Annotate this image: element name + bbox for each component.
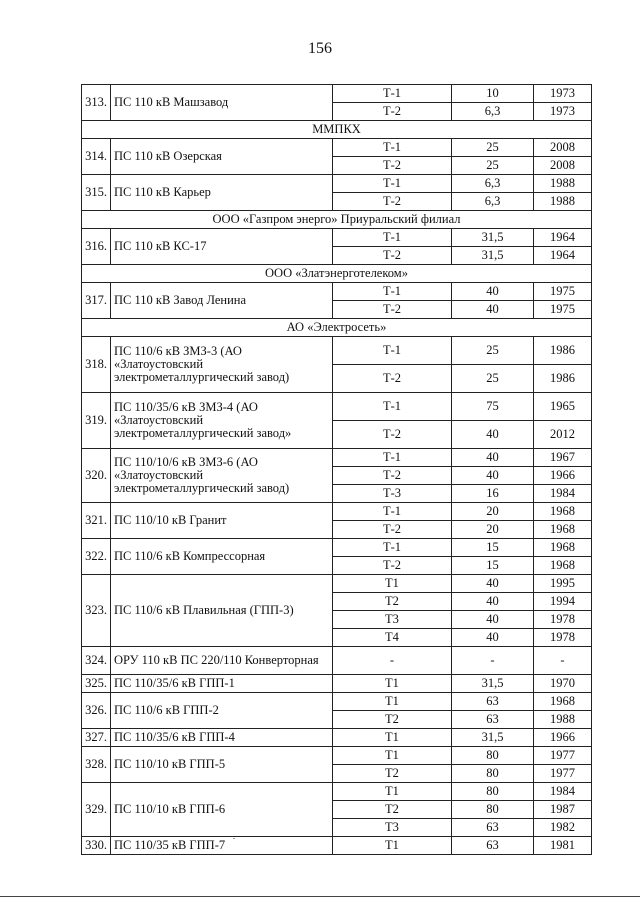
transformer-id: Т1 (333, 837, 452, 855)
transformer-id: Т-1 (333, 337, 452, 365)
transformer-capacity: 80 (452, 747, 534, 765)
commission-year: 1988 (534, 175, 592, 193)
transformer-id: Т-2 (333, 557, 452, 575)
commission-year: 1968 (534, 557, 592, 575)
commission-year: 1975 (534, 301, 592, 319)
commission-year: 1984 (534, 485, 592, 503)
commission-year: 1988 (534, 193, 592, 211)
transformer-id: Т1 (333, 747, 452, 765)
transformer-id: Т-3 (333, 485, 452, 503)
section-title: ММПКХ (82, 121, 592, 139)
transformer-capacity: 40 (452, 421, 534, 449)
substation-name: ПС 110 кВ Карьер (111, 175, 333, 211)
transformer-id: Т-2 (333, 103, 452, 121)
transformer-id: Т-1 (333, 503, 452, 521)
commission-year: 1965 (534, 393, 592, 421)
commission-year: 1981 (534, 837, 592, 855)
substation-name: ПС 110/10/6 кВ ЗМЗ-6 (АО «Златоустовский электрометаллургический завод) (111, 449, 333, 503)
transformer-id: Т-2 (333, 467, 452, 485)
transformer-capacity: 15 (452, 539, 534, 557)
transformer-id: Т-1 (333, 393, 452, 421)
substation-name: ПС 110/6 кВ ЗМЗ-3 (АО «Златоустовский электрометаллургический завод) (111, 337, 333, 393)
transformer-capacity: 25 (452, 139, 534, 157)
table-row (82, 747, 592, 765)
commission-year: 1978 (534, 629, 592, 647)
substation-name: ПС 110 кВ Завод Ленина (111, 283, 333, 319)
commission-year: 1987 (534, 801, 592, 819)
row-number: 319. (82, 393, 111, 449)
transformer-capacity: 63 (452, 819, 534, 837)
transformer-id: Т-1 (333, 85, 452, 103)
transformer-capacity: 80 (452, 801, 534, 819)
table-row (82, 693, 592, 711)
row-number: 318. (82, 337, 111, 393)
row-number: 317. (82, 283, 111, 319)
transformer-capacity: 75 (452, 393, 534, 421)
transformer-id: Т-2 (333, 247, 452, 265)
transformer-capacity: 25 (452, 337, 534, 365)
transformer-id: Т3 (333, 611, 452, 629)
transformer-id: Т4 (333, 629, 452, 647)
commission-year: 1966 (534, 729, 592, 747)
transformer-capacity: 40 (452, 467, 534, 485)
commission-year: 1995 (534, 575, 592, 593)
transformer-capacity: 63 (452, 693, 534, 711)
transformer-capacity: 40 (452, 575, 534, 593)
transformer-capacity: 31,5 (452, 729, 534, 747)
transformer-id: Т-2 (333, 421, 452, 449)
transformer-id: Т-2 (333, 193, 452, 211)
transformer-id: Т-1 (333, 229, 452, 247)
commission-year: 1968 (534, 503, 592, 521)
section-row (82, 211, 592, 229)
transformer-capacity: 40 (452, 611, 534, 629)
commission-year: 1977 (534, 765, 592, 783)
commission-year: 1973 (534, 103, 592, 121)
row-number: 325. (82, 675, 111, 693)
transformer-capacity: 40 (452, 629, 534, 647)
commission-year: 1986 (534, 365, 592, 393)
row-number: 328. (82, 747, 111, 783)
transformer-id: Т1 (333, 783, 452, 801)
commission-year: 1975 (534, 283, 592, 301)
commission-year: 1988 (534, 711, 592, 729)
transformer-id: Т-1 (333, 139, 452, 157)
transformer-capacity: 16 (452, 485, 534, 503)
substation-name: ПС 110/35/6 кВ ЗМЗ-4 (АО «Златоустовский электрометаллургический завод» (111, 393, 333, 449)
table-row (82, 503, 592, 521)
transformer-id: Т-1 (333, 449, 452, 467)
row-number: 330. (82, 837, 111, 855)
section-title: АО «Электросеть» (82, 319, 592, 337)
transformer-id: Т-2 (333, 301, 452, 319)
row-number: 322. (82, 539, 111, 575)
transformer-id: Т1 (333, 675, 452, 693)
transformer-capacity: 20 (452, 503, 534, 521)
table-row (82, 229, 592, 247)
transformer-capacity: - (452, 647, 534, 675)
transformer-id: Т-1 (333, 283, 452, 301)
transformer-capacity: 80 (452, 765, 534, 783)
table-row (82, 85, 592, 103)
table-row (82, 729, 592, 747)
transformer-capacity: 63 (452, 711, 534, 729)
transformer-capacity: 6,3 (452, 175, 534, 193)
section-row (82, 319, 592, 337)
commission-year: - (534, 647, 592, 675)
substation-name: ПС 110 кВ Машзавод (111, 85, 333, 121)
transformer-capacity: 20 (452, 521, 534, 539)
section-row (82, 121, 592, 139)
transformer-capacity: 40 (452, 593, 534, 611)
transformer-capacity: 40 (452, 449, 534, 467)
table-row (82, 337, 592, 365)
row-number: 327. (82, 729, 111, 747)
transformer-capacity: 6,3 (452, 103, 534, 121)
substation-name: ПС 110/6 кВ ГПП-2 (111, 693, 333, 729)
substation-name: ПС 110/35 кВ ГПП-7 (111, 837, 333, 855)
table-row (82, 575, 592, 593)
transformer-capacity: 10 (452, 85, 534, 103)
commission-year: 1984 (534, 783, 592, 801)
commission-year: 1966 (534, 467, 592, 485)
table-row (82, 837, 592, 855)
transformer-id: Т-2 (333, 365, 452, 393)
commission-year: 1964 (534, 229, 592, 247)
transformer-capacity: 31,5 (452, 247, 534, 265)
substation-name: ПС 110/35/6 кВ ГПП-4 (111, 729, 333, 747)
table-row (82, 675, 592, 693)
commission-year: 1964 (534, 247, 592, 265)
commission-year: 2008 (534, 157, 592, 175)
table-row (82, 139, 592, 157)
transformer-capacity: 25 (452, 157, 534, 175)
substation-table (81, 84, 592, 855)
transformer-id: Т-1 (333, 175, 452, 193)
transformer-id: Т1 (333, 575, 452, 593)
table-row (82, 647, 592, 675)
transformer-id: Т2 (333, 765, 452, 783)
table-row (82, 393, 592, 421)
transformer-capacity: 31,5 (452, 675, 534, 693)
transformer-id: Т-2 (333, 521, 452, 539)
row-number: 324. (82, 647, 111, 675)
commission-year: 1968 (534, 693, 592, 711)
commission-year: 1967 (534, 449, 592, 467)
table-row (82, 283, 592, 301)
commission-year: 1970 (534, 675, 592, 693)
commission-year: 1982 (534, 819, 592, 837)
commission-year: 1978 (534, 611, 592, 629)
page-bottom-rule (0, 896, 640, 897)
row-number: 320. (82, 449, 111, 503)
substation-name: ПС 110/35/6 кВ ГПП-1 (111, 675, 333, 693)
table-row (82, 175, 592, 193)
commission-year: 2012 (534, 421, 592, 449)
commission-year: 1994 (534, 593, 592, 611)
substation-name: ПС 110 кВ Озерская (111, 139, 333, 175)
transformer-capacity: 40 (452, 301, 534, 319)
scan-mark (233, 838, 235, 839)
transformer-capacity: 31,5 (452, 229, 534, 247)
commission-year: 2008 (534, 139, 592, 157)
commission-year: 1977 (534, 747, 592, 765)
row-number: 315. (82, 175, 111, 211)
transformer-id: Т1 (333, 729, 452, 747)
substation-name: ПС 110/10 кВ ГПП-6 (111, 783, 333, 837)
substation-name: ПС 110 кВ КС-17 (111, 229, 333, 265)
section-title: ООО «Златэнерготелеком» (82, 265, 592, 283)
row-number: 326. (82, 693, 111, 729)
row-number: 323. (82, 575, 111, 647)
substation-name: ПС 110/10 кВ Гранит (111, 503, 333, 539)
transformer-id: Т3 (333, 819, 452, 837)
row-number: 313. (82, 85, 111, 121)
row-number: 316. (82, 229, 111, 265)
transformer-id: Т-1 (333, 539, 452, 557)
commission-year: 1968 (534, 539, 592, 557)
transformer-id: Т-2 (333, 157, 452, 175)
transformer-capacity: 80 (452, 783, 534, 801)
row-number: 321. (82, 503, 111, 539)
transformer-id: Т2 (333, 711, 452, 729)
transformer-capacity: 40 (452, 283, 534, 301)
commission-year: 1968 (534, 521, 592, 539)
transformer-capacity: 15 (452, 557, 534, 575)
substation-name: ОРУ 110 кВ ПС 220/110 Конверторная (111, 647, 333, 675)
substation-name: ПС 110/10 кВ ГПП-5 (111, 747, 333, 783)
transformer-id: Т1 (333, 693, 452, 711)
table-row (82, 449, 592, 467)
transformer-capacity: 25 (452, 365, 534, 393)
substation-name: ПС 110/6 кВ Компрессорная (111, 539, 333, 575)
table-row (82, 539, 592, 557)
transformer-id: Т2 (333, 801, 452, 819)
transformer-capacity: 63 (452, 837, 534, 855)
commission-year: 1973 (534, 85, 592, 103)
row-number: 329. (82, 783, 111, 837)
section-row (82, 265, 592, 283)
row-number: 314. (82, 139, 111, 175)
transformer-id: - (333, 647, 452, 675)
page-number: 156 (308, 40, 332, 57)
commission-year: 1986 (534, 337, 592, 365)
transformer-id: Т2 (333, 593, 452, 611)
substation-name: ПС 110/6 кВ Плавильная (ГПП-3) (111, 575, 333, 647)
table-row (82, 783, 592, 801)
transformer-capacity: 6,3 (452, 193, 534, 211)
section-title: ООО «Газпром энерго» Приуральский филиал (82, 211, 592, 229)
